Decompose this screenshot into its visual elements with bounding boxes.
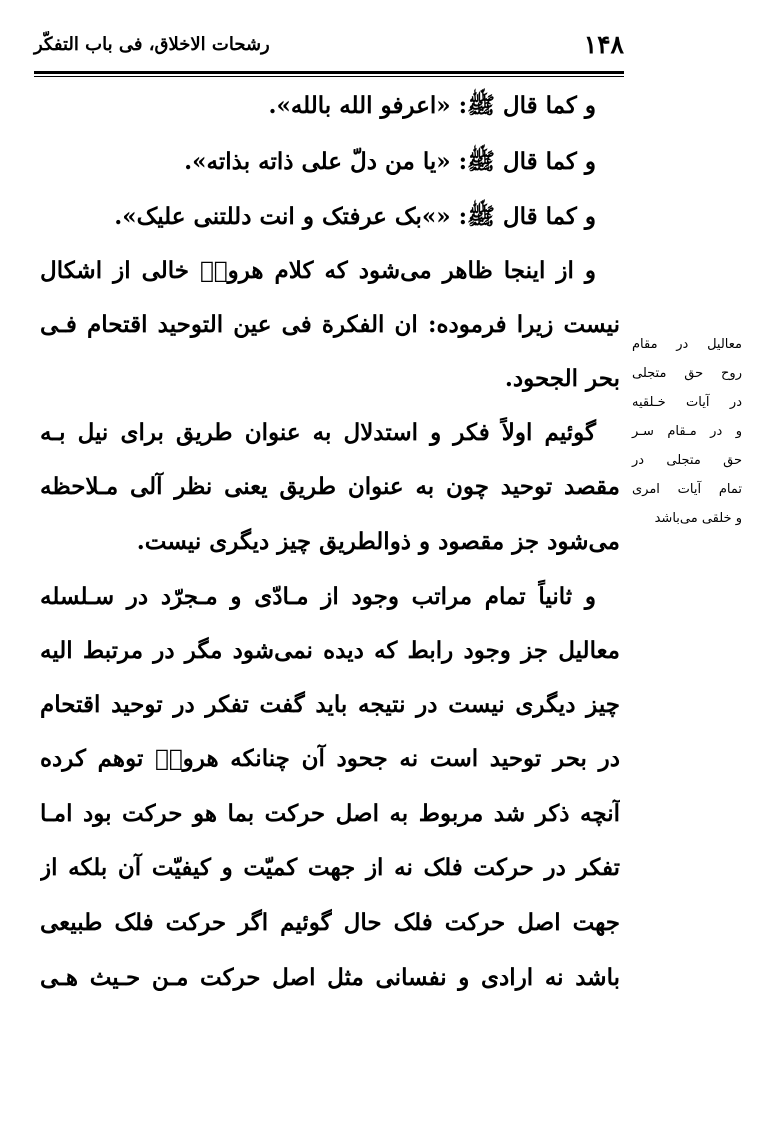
text-line: و کما قال ﷺ: «»بک عرفتک و انت دللتنی علیک».: [114, 203, 596, 230]
text-line: معالیل جز وجود رابط که دیده نمی‌شود مگر در مرتبط الیه: [40, 637, 620, 664]
text-line: می‌شود جز مقصود و ذوالطریق چیز دیگری نیست.: [136, 528, 620, 555]
text-line: تفکر در حرکت فلک نه از جهت کمیّت و کیفیّت آن بلکه از: [40, 854, 620, 881]
text-line: گوئیم اولاً فکر و استدلال به عنوان طریق برای نیل بـه: [40, 419, 596, 446]
margin-note-line: تمام آیات امری: [632, 482, 742, 497]
text-line: بحر الجحود.: [504, 365, 620, 392]
text-line: نیست زیرا فرموده: ان الفکرة فی عین التوحید اقتحام فـی: [40, 311, 620, 338]
margin-note-line: در آیات خـلقیه: [632, 395, 742, 410]
text-line: باشد نه ارادی و نفسانی مثل اصل حرکت مـن حـیث هـی: [40, 964, 620, 991]
text-line: چیز دیگری نیست در نتیجه باید گفت تفکر در توحید اقتحام: [40, 691, 620, 718]
text-line: آنچه ذکر شد مربوط به اصل حرکت بما هو حرکت بود امـا: [40, 800, 620, 827]
margin-note-line: و در مـقام سـر: [632, 424, 742, 439]
margin-note-line: حق متجلی در: [632, 453, 742, 468]
text-line: در بحر توحید است نه جحود آن چنانکه هرویؒ توهم کرده: [40, 745, 620, 772]
margin-note-line: روح حق متجلی: [632, 366, 742, 381]
text-line: جهت اصل حرکت فلک حال گوئیم اگر حرکت فلک طبیعی: [40, 909, 620, 936]
margin-note-line: و خلقی می‌باشد: [654, 511, 742, 526]
text-line: و کما قال ﷺ: «اعرفو الله بالله».: [268, 92, 596, 119]
margin-note: [632, 330, 742, 533]
text-line: و از اینجا ظاهر می‌شود که کلام هرویؒ خالی از اشکال: [40, 257, 596, 284]
page-header: [34, 30, 624, 70]
text-line: و کما قال ﷺ: «یا من دلّ علی ذاته بذاته».: [184, 148, 596, 175]
header-rule-thick: [34, 71, 624, 74]
page-number: ۱۴۸: [583, 30, 624, 59]
margin-note-line: معالیل در مقام: [632, 337, 742, 352]
text-line: و ثانیاً تمام مراتب وجود از مـادّی و مـجرّد در سـلسله: [40, 583, 596, 610]
header-rule-thin: [34, 76, 624, 77]
running-title: رشحات الاخلاق، فی باب التفکّر: [34, 34, 270, 55]
text-line: مقصد توحید چون به عنوان طریق یعنی نظر آلی مـلاحظه: [40, 473, 620, 500]
